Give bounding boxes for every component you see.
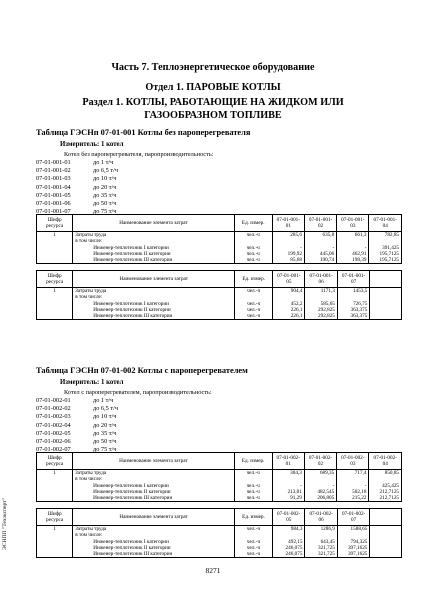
item-code: 07-01-002-04 xyxy=(36,421,71,429)
value-cell: 1453,5 xyxy=(353,288,368,294)
column-header-value: 07-01-001-01 xyxy=(272,215,304,232)
column-header-value: 07-01-001-05 xyxy=(273,271,305,288)
cost-element-name: Инженер-теплотехник II категории xyxy=(93,544,171,551)
value-cell: 502,18 xyxy=(352,488,367,495)
cost-element-name: Инженер-теплотехник I категории xyxy=(93,482,169,489)
value-cell: 215,22 xyxy=(352,495,367,502)
unit-value: чел.-ч xyxy=(246,482,260,489)
column-header-name: Наименование элемента затрат xyxy=(73,453,235,470)
part-title: Часть 7. Теплоэнергетическое оборудование xyxy=(111,62,315,73)
column-header-value: 07-01-001-03 xyxy=(337,215,369,232)
resource-grid xyxy=(36,270,402,320)
value-cell: 391,425 xyxy=(382,244,399,251)
item-description: до 10 т/ч xyxy=(93,175,117,183)
value-cell: 195,7125 xyxy=(379,257,399,264)
item-code: 07-01-002-06 xyxy=(36,438,71,445)
resource-code: 1 xyxy=(37,232,73,264)
table-note: Котел с пароперегревателем, паропроизводительность: xyxy=(64,389,212,396)
column-header-value xyxy=(370,509,402,526)
cost-element-names xyxy=(73,470,235,502)
list-item xyxy=(36,159,113,166)
cost-element-name: Затраты труда xyxy=(75,288,107,294)
cost-element-name: Затраты труда xyxy=(75,470,107,476)
unit-value: чел.-ч xyxy=(247,300,261,307)
unit-value: чел.-ч xyxy=(246,538,261,545)
value-cell: 661,3 xyxy=(354,232,367,238)
unit-value: чел.-ч xyxy=(246,470,260,476)
value-cell: 726,75 xyxy=(353,300,368,307)
cost-element-name: в том числе: xyxy=(75,294,103,301)
table-row xyxy=(37,288,402,320)
value-cell: - xyxy=(300,244,302,251)
value-cell: 246,075 xyxy=(285,551,303,558)
cost-element-name: Инженер-теплотехник II категории xyxy=(93,488,171,495)
value-cell: 445,06 xyxy=(319,250,335,257)
table-row xyxy=(37,232,402,264)
list-item xyxy=(36,405,118,412)
value-column xyxy=(305,526,337,558)
value-cell: 321,725 xyxy=(317,551,335,558)
cost-element-names xyxy=(73,288,235,320)
cost-element-name: в том числе: xyxy=(75,238,103,245)
column-header-unit: Ед. измер. xyxy=(234,215,272,232)
value-cell: - xyxy=(332,244,335,251)
unit-value: чел.-ч xyxy=(246,488,260,495)
item-code: 07-01-002-05 xyxy=(36,429,71,437)
value-column xyxy=(304,470,336,502)
value-column xyxy=(305,288,337,320)
column-header-value: 07-01-002-07 xyxy=(337,509,370,526)
cost-element-name: Инженер-теплотехник I категории xyxy=(93,300,169,307)
cost-element-name: Затраты труда xyxy=(75,526,107,532)
value-column xyxy=(369,470,402,502)
list-item xyxy=(36,413,116,420)
value-cell: - xyxy=(300,482,302,489)
value-column xyxy=(337,526,370,558)
value-cell: 643,45 xyxy=(320,538,335,545)
value-cell: 304,3 xyxy=(290,470,302,476)
resource-code: 1 xyxy=(37,526,73,558)
column-header-name: Наименование элемента затрат xyxy=(73,215,235,232)
column-header-value: 07-01-001-07 xyxy=(337,271,369,288)
item-description: до 50 т/ч xyxy=(93,438,117,445)
value-cell: 85,68 xyxy=(290,257,302,264)
list-item xyxy=(36,167,118,174)
column-header-unit: Ед. измер. xyxy=(234,453,272,470)
value-column xyxy=(272,470,304,502)
value-cell: 794,325 xyxy=(350,538,368,545)
value-cell: - xyxy=(364,482,367,489)
resource-grid xyxy=(36,452,402,502)
value-cell: 292,825 xyxy=(318,313,335,320)
cost-element-name: Инженер-теплотехник III категории xyxy=(93,495,173,502)
value-cell: 246,075 xyxy=(285,544,303,551)
value-cell: 1171,3 xyxy=(320,288,335,294)
cost-element-name: Инженер-теплотехник I категории xyxy=(93,244,169,251)
unit-value: чел.-ч xyxy=(246,232,260,238)
item-code: 07-01-001-06 xyxy=(36,200,71,207)
unit-value: чел.-ч xyxy=(247,306,261,313)
value-cell: 492,15 xyxy=(288,538,303,545)
side-watermark: ЭСНПП "Техэксперт" xyxy=(2,498,8,550)
value-cell: 91,29 xyxy=(290,495,302,502)
cost-element-name: Инженер-теплотехник I категории xyxy=(93,538,169,545)
value-cell: 904,4 xyxy=(290,288,303,294)
column-header-code: Шифр ресурса xyxy=(37,271,73,288)
value-cell: 213,01 xyxy=(287,488,302,495)
value-column xyxy=(370,526,402,558)
list-item xyxy=(36,184,116,191)
meter: Измеритель: 1 котел xyxy=(60,141,124,148)
table-title: Таблица ГЭСНп 07-01-002 Котлы с пароперегревателем xyxy=(36,366,248,375)
item-code: 07-01-001-04 xyxy=(36,183,71,191)
column-header-value: 07-01-002-02 xyxy=(304,453,336,470)
value-cell: 190,74 xyxy=(319,257,335,264)
value-cell: 689,35 xyxy=(319,470,335,476)
unit-value: чел.-ч xyxy=(246,544,261,551)
table-title: Таблица ГЭСНп 07-01-001 Котлы без пароперегревателя xyxy=(36,128,251,137)
value-cell: 462,91 xyxy=(352,250,367,257)
column-header-value: 07-01-002-05 xyxy=(272,509,304,526)
value-cell: 321,725 xyxy=(317,544,335,551)
column-header-name: Наименование элемента затрат xyxy=(73,509,235,526)
column-header-unit: Ед. измер. xyxy=(235,509,273,526)
table-row xyxy=(37,470,402,502)
table-header-row xyxy=(37,453,402,470)
value-cell: 363,375 xyxy=(350,313,368,320)
value-cell: 782,85 xyxy=(384,232,399,238)
item-description: до 6,5 т/ч xyxy=(93,167,119,175)
unit-value: чел.-ч xyxy=(246,526,261,532)
cost-element-names xyxy=(73,526,235,558)
value-cell: 1588,65 xyxy=(350,526,368,532)
item-code: 07-01-001-01 xyxy=(36,159,71,166)
value-cell: 1286,9 xyxy=(320,526,335,532)
column-header-value: 07-01-001-06 xyxy=(305,271,337,288)
unit-value: чел.-ч xyxy=(246,495,260,502)
item-description: до 75 т/ч xyxy=(93,208,117,216)
value-cell: 482,545 xyxy=(317,488,335,495)
item-description: до 1 т/ч xyxy=(93,159,114,166)
unit-value: чел.-ч xyxy=(246,250,260,257)
value-cell: 717,4 xyxy=(354,470,367,476)
unit-cells xyxy=(234,232,272,264)
list-item xyxy=(36,397,113,404)
unit-value: чел.-ч xyxy=(247,313,261,320)
value-column xyxy=(304,232,336,264)
resource-grid xyxy=(36,214,402,264)
value-cell: 397,1625 xyxy=(347,551,368,558)
value-cell: 452,2 xyxy=(290,300,303,307)
value-cell: 585,65 xyxy=(320,300,335,307)
value-cell: 425,425 xyxy=(382,482,399,489)
resource-code: 1 xyxy=(37,288,73,320)
value-column xyxy=(370,288,402,320)
column-header-value: 07-01-001-04 xyxy=(369,215,402,232)
column-header-code: Шифр ресурса xyxy=(37,453,73,470)
page-number: 8271 xyxy=(205,566,221,575)
unit-cells xyxy=(234,470,272,502)
value-cell: 984,3 xyxy=(290,526,303,532)
item-code: 07-01-002-02 xyxy=(36,405,71,413)
column-header-code: Шифр ресурса xyxy=(37,215,73,232)
list-item xyxy=(36,430,116,437)
value-cell: 212,7125 xyxy=(379,488,399,495)
column-header-value: 07-01-002-01 xyxy=(272,453,304,470)
value-column xyxy=(273,288,305,320)
item-description: до 1 т/ч xyxy=(93,397,114,404)
column-header-name: Наименование элемента затрат xyxy=(73,271,235,288)
value-cell: 198,39 xyxy=(352,257,367,264)
list-item xyxy=(36,438,116,445)
value-cell: 635,8 xyxy=(322,232,335,238)
value-column xyxy=(337,232,369,264)
value-cell: 363,375 xyxy=(350,306,368,313)
value-column xyxy=(369,232,402,264)
list-item xyxy=(36,175,116,182)
meter: Измеритель: 1 котел xyxy=(60,379,124,386)
value-column xyxy=(337,288,369,320)
section-title: Отдел 1. ПАРОВЫЕ КОТЛЫ xyxy=(145,82,281,93)
item-code: 07-01-001-05 xyxy=(36,191,71,199)
subsection-title: Раздел 1. КОТЛЫ, РАБОТАЮЩИЕ НА ЖИДКОМ ИЛИ ГАЗООБРАЗНОМ ТОПЛИВЕ xyxy=(82,97,344,121)
cost-element-name: в том числе: xyxy=(75,532,103,539)
column-header-value: 07-01-001-02 xyxy=(304,215,336,232)
resource-code: 1 xyxy=(37,470,73,502)
item-description: до 6,5 т/ч xyxy=(93,405,119,413)
value-column xyxy=(272,526,304,558)
item-description: до 35 т/ч xyxy=(93,429,117,437)
value-cell: 226,1 xyxy=(290,313,303,320)
resource-grid xyxy=(36,508,402,558)
unit-value: чел.-ч xyxy=(247,288,261,294)
item-description: до 35 т/ч xyxy=(93,191,117,199)
value-cell: - xyxy=(332,482,335,489)
item-description: до 50 т/ч xyxy=(93,200,117,207)
list-item xyxy=(36,192,116,199)
value-cell: 292,825 xyxy=(318,306,335,313)
unit-cells xyxy=(235,288,273,320)
cost-element-name: Инженер-теплотехник II категории xyxy=(93,306,171,313)
unit-cells xyxy=(235,526,273,558)
column-header-unit: Ед. измер. xyxy=(235,271,273,288)
item-code: 07-01-001-03 xyxy=(36,175,71,183)
value-cell: 226,1 xyxy=(290,306,303,313)
value-column xyxy=(337,470,369,502)
item-description: до 10 т/ч xyxy=(93,413,117,421)
value-cell: 850,85 xyxy=(384,470,399,476)
value-cell: 206,805 xyxy=(317,495,335,502)
cost-element-name: Инженер-теплотехник II категории xyxy=(93,250,171,257)
list-item xyxy=(36,200,116,207)
item-code: 07-01-001-02 xyxy=(36,167,71,175)
cost-element-name: Инженер-теплотехник III категории xyxy=(93,551,173,558)
value-cell: 212,7125 xyxy=(379,495,399,502)
item-description: до 20 т/ч xyxy=(93,421,117,429)
value-cell: 397,1625 xyxy=(347,544,368,551)
column-header-value xyxy=(370,271,402,288)
table-note: Котел без пароперегревателя, паропроизводительность: xyxy=(64,151,214,158)
unit-value: чел.-ч xyxy=(246,257,260,264)
item-description: до 20 т/ч xyxy=(93,183,117,191)
item-description: до 75 т/ч xyxy=(93,446,117,454)
value-cell: 285,6 xyxy=(290,232,302,238)
table-header-row xyxy=(37,215,402,232)
item-code: 07-01-002-07 xyxy=(36,446,71,454)
cost-element-name: Инженер-теплотехник III категории xyxy=(93,313,173,320)
unit-value: чел.-ч xyxy=(246,244,260,251)
value-cell: - xyxy=(364,244,367,251)
table-header-row xyxy=(37,509,402,526)
column-header-code: Шифр ресурса xyxy=(37,509,73,526)
item-code: 07-01-002-01 xyxy=(36,397,71,404)
table-header-row xyxy=(37,271,402,288)
column-header-value: 07-01-002-03 xyxy=(337,453,369,470)
value-cell: 195,7125 xyxy=(379,250,399,257)
item-code: 07-01-002-03 xyxy=(36,413,71,421)
table-row xyxy=(37,526,402,558)
value-column xyxy=(272,232,304,264)
item-code: 07-01-001-07 xyxy=(36,208,71,216)
cost-element-name: в том числе: xyxy=(75,476,103,483)
cost-element-name: Затраты труда xyxy=(75,232,107,238)
column-header-value: 07-01-002-04 xyxy=(369,453,402,470)
cost-element-names xyxy=(73,232,235,264)
cost-element-name: Инженер-теплотехник III категории xyxy=(93,257,173,264)
list-item xyxy=(36,422,116,429)
value-cell: 199,92 xyxy=(287,250,302,257)
unit-value: чел.-ч xyxy=(246,551,261,558)
column-header-value: 07-01-002-06 xyxy=(305,509,337,526)
